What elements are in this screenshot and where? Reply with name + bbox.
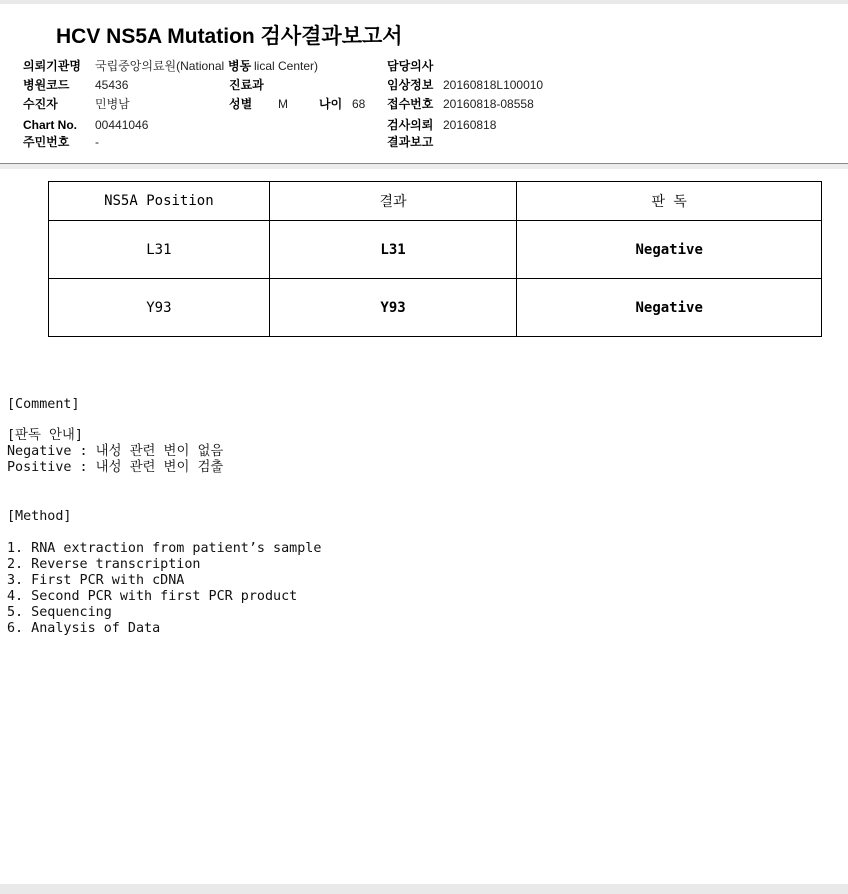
- results-table: [48, 181, 822, 337]
- institution-value: 국립중앙의료원(National: [95, 59, 225, 73]
- request-value: 20160818: [443, 118, 497, 132]
- patient-value: 민병남: [95, 97, 130, 111]
- cell-result: L31: [269, 221, 517, 279]
- resident-no-value: -: [95, 135, 99, 149]
- hospital-code-value: 45436: [95, 78, 129, 92]
- institution-value-tail: lical Center): [254, 59, 319, 73]
- chart-no-value: 00441046: [95, 118, 149, 132]
- result-report-label: 결과보고: [387, 135, 434, 149]
- age-value: 68: [352, 97, 366, 111]
- interpretation-guide-heading: [판독 안내]: [7, 428, 83, 443]
- method-heading: [Method]: [7, 509, 72, 524]
- method-step: 4. Second PCR with first PCR product: [7, 589, 298, 604]
- ward-label: 병동: [228, 59, 252, 73]
- cell-interpretation: Negative: [517, 221, 822, 279]
- table-row: [49, 221, 822, 279]
- sex-value: M: [278, 97, 288, 111]
- column-header-interpretation: 판 독: [517, 182, 822, 221]
- cell-position: Y93: [49, 279, 270, 337]
- doctor-label: 담당의사: [387, 59, 434, 73]
- chart-no-label: Chart No.: [23, 118, 77, 132]
- method-step: 3. First PCR with cDNA: [7, 573, 185, 588]
- department-label: 진료과: [229, 78, 264, 92]
- positive-guide-line: Positive : 내성 관련 변이 검출: [7, 460, 224, 475]
- cell-position: L31: [49, 221, 270, 279]
- table-row: [49, 279, 822, 337]
- negative-guide-line: Negative : 내성 관련 변이 없음: [7, 444, 224, 459]
- comment-heading: [Comment]: [7, 397, 80, 412]
- hospital-code-label: 병원코드: [23, 78, 70, 92]
- receipt-label: 접수번호: [387, 97, 434, 111]
- resident-no-label: 주민번호: [23, 135, 70, 149]
- column-header-position: NS5A Position: [49, 182, 270, 221]
- report-title: HCV NS5A Mutation 검사결과보고서: [56, 25, 403, 48]
- method-step: 1. RNA extraction from patient’s sample: [7, 541, 322, 556]
- clinical-info-label: 임상정보: [387, 78, 434, 92]
- clinical-info-value: 20160818L100010: [443, 78, 544, 92]
- header-divider-shade: [0, 164, 848, 169]
- request-label: 검사의뢰: [387, 118, 434, 132]
- method-step: 2. Reverse transcription: [7, 557, 201, 572]
- receipt-value: 20160818-08558: [443, 97, 534, 111]
- bottom-border: [0, 884, 848, 894]
- cell-interpretation: Negative: [517, 279, 822, 337]
- method-step: 5. Sequencing: [7, 605, 112, 620]
- method-step: 6. Analysis of Data: [7, 621, 161, 636]
- institution-label: 의뢰기관명: [23, 59, 81, 73]
- table-header-row: [49, 182, 822, 221]
- patient-label: 수진자: [23, 97, 58, 111]
- column-header-result: 결과: [269, 182, 517, 221]
- cell-result: Y93: [269, 279, 517, 337]
- age-label: 나이: [319, 97, 343, 111]
- sex-label: 성별: [229, 97, 253, 111]
- top-border: [0, 0, 848, 4]
